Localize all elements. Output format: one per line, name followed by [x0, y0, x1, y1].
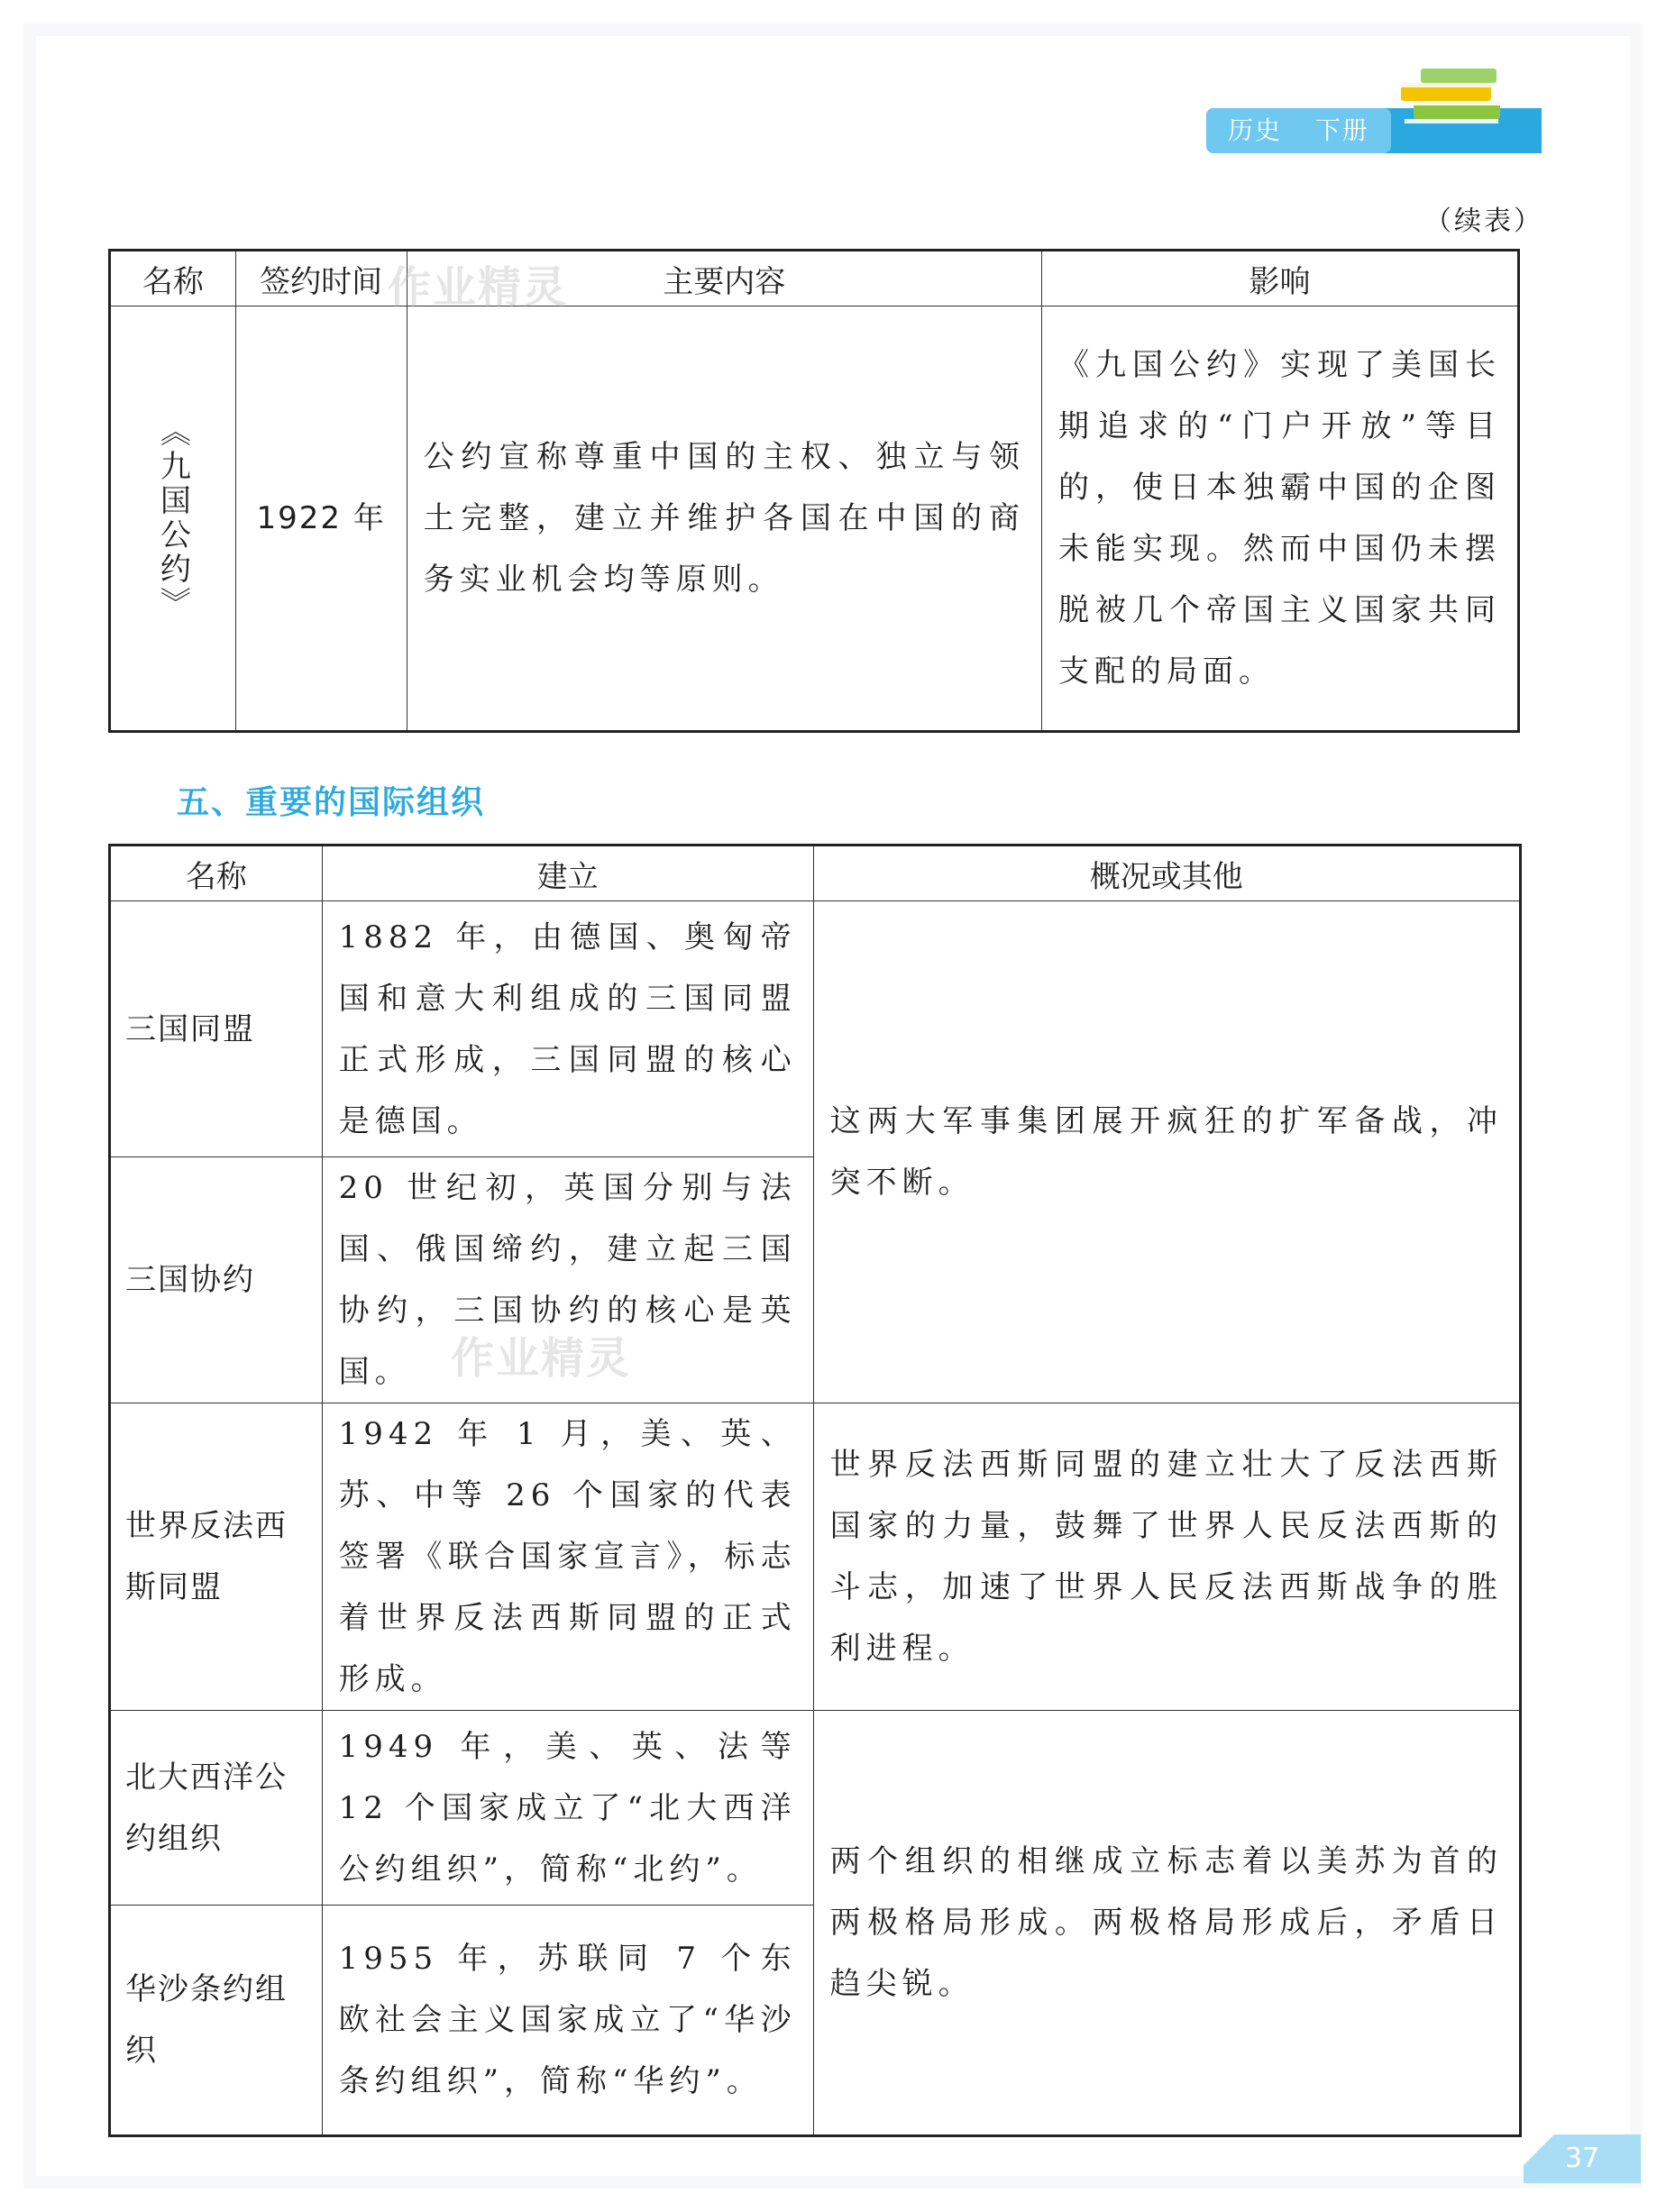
org-name: 三国协约: [110, 1157, 323, 1403]
table-header-row: [110, 845, 1521, 901]
table-row: [110, 1711, 1521, 1906]
table-row: [110, 1403, 1521, 1711]
treaty-table: [108, 249, 1520, 733]
org-overview: 世界反法西斯同盟的建立壮大了反法西斯国家的力量，鼓舞了世界人民反法西斯的斗志，加速了世界人民反法西斯战争的胜利进程。: [813, 1403, 1520, 1711]
org-name: 世界反法西斯同盟: [110, 1403, 323, 1711]
section-title: 五、重要的国际组织: [177, 784, 486, 821]
subject-label: 历史: [1228, 115, 1283, 145]
col-header-time: 签约时间: [235, 251, 407, 306]
table-row: [110, 306, 1519, 732]
treaty-content: 公约宣称尊重中国的主权、独立与领土完整，建立并维护各国在中国的商务实业机会均等原则。: [407, 306, 1041, 732]
treaty-name-cell: [110, 306, 236, 732]
header-label: [1206, 108, 1391, 153]
col-header-impact: 影响: [1042, 251, 1519, 306]
col-header-overview: 概况或其他: [813, 845, 1520, 901]
org-overview-alliances: 这两大军事集团展开疯狂的扩军备战，冲突不断。: [813, 901, 1520, 1403]
page-number-badge: [1524, 2134, 1641, 2183]
org-established: 1949 年，美、英、法等 12 个国家成立了“北大西洋公约组织”，简称“北约”。: [322, 1711, 813, 1906]
col-header-established: 建立: [322, 845, 813, 901]
organizations-table: [108, 844, 1522, 2137]
treaty-name: 《九国公约》: [154, 416, 191, 621]
org-name: 三国同盟: [110, 901, 323, 1157]
org-name: 北大西洋公约组织: [110, 1711, 323, 1906]
page-number: 37: [1564, 2143, 1600, 2174]
treaty-time: 1922 年: [235, 306, 407, 732]
watermark: 作业精灵: [388, 262, 569, 313]
watermark: 作业精灵: [451, 1333, 632, 1384]
treaty-impact: 《九国公约》实现了美国长期追求的“门户开放”等目的，使日本独霸中国的企图未能实现。然而中国仍未摆脱被几个帝国主义国家共同支配的局面。: [1042, 306, 1519, 732]
col-header-content: 主要内容: [407, 251, 1041, 306]
org-name: 华沙条约组织: [110, 1906, 323, 2136]
org-overview-cold-war: 两个组织的相继成立标志着以美苏为首的两极格局形成。两极格局形成后，矛盾日趋尖锐。: [813, 1711, 1520, 2136]
org-established: 20 世纪初，英国分别与法国、俄国缔约，建立起三国协约，三国协约的核心是英国。: [322, 1157, 813, 1403]
volume-label: 下册: [1314, 115, 1369, 145]
table-header-row: [110, 251, 1519, 306]
continued-note: （续表）: [1424, 206, 1543, 237]
org-established: 1882 年，由德国、奥匈帝国和意大利组成的三国同盟正式形成，三国同盟的核心是德国。: [322, 901, 813, 1157]
col-header-name: 名称: [110, 251, 236, 306]
org-established: 1942 年 1 月，美、英、苏、中等 26 个国家的代表签署《联合国家宣言》，标志着世界反法西斯同盟的正式形成。: [322, 1403, 813, 1711]
col-header-name: 名称: [110, 845, 323, 901]
org-established: 1955 年，苏联同 7 个东欧社会主义国家成立了“华沙条约组织”，简称“华约”。: [322, 1906, 813, 2136]
books-icon: [1388, 63, 1515, 153]
table-row: [110, 901, 1521, 1157]
